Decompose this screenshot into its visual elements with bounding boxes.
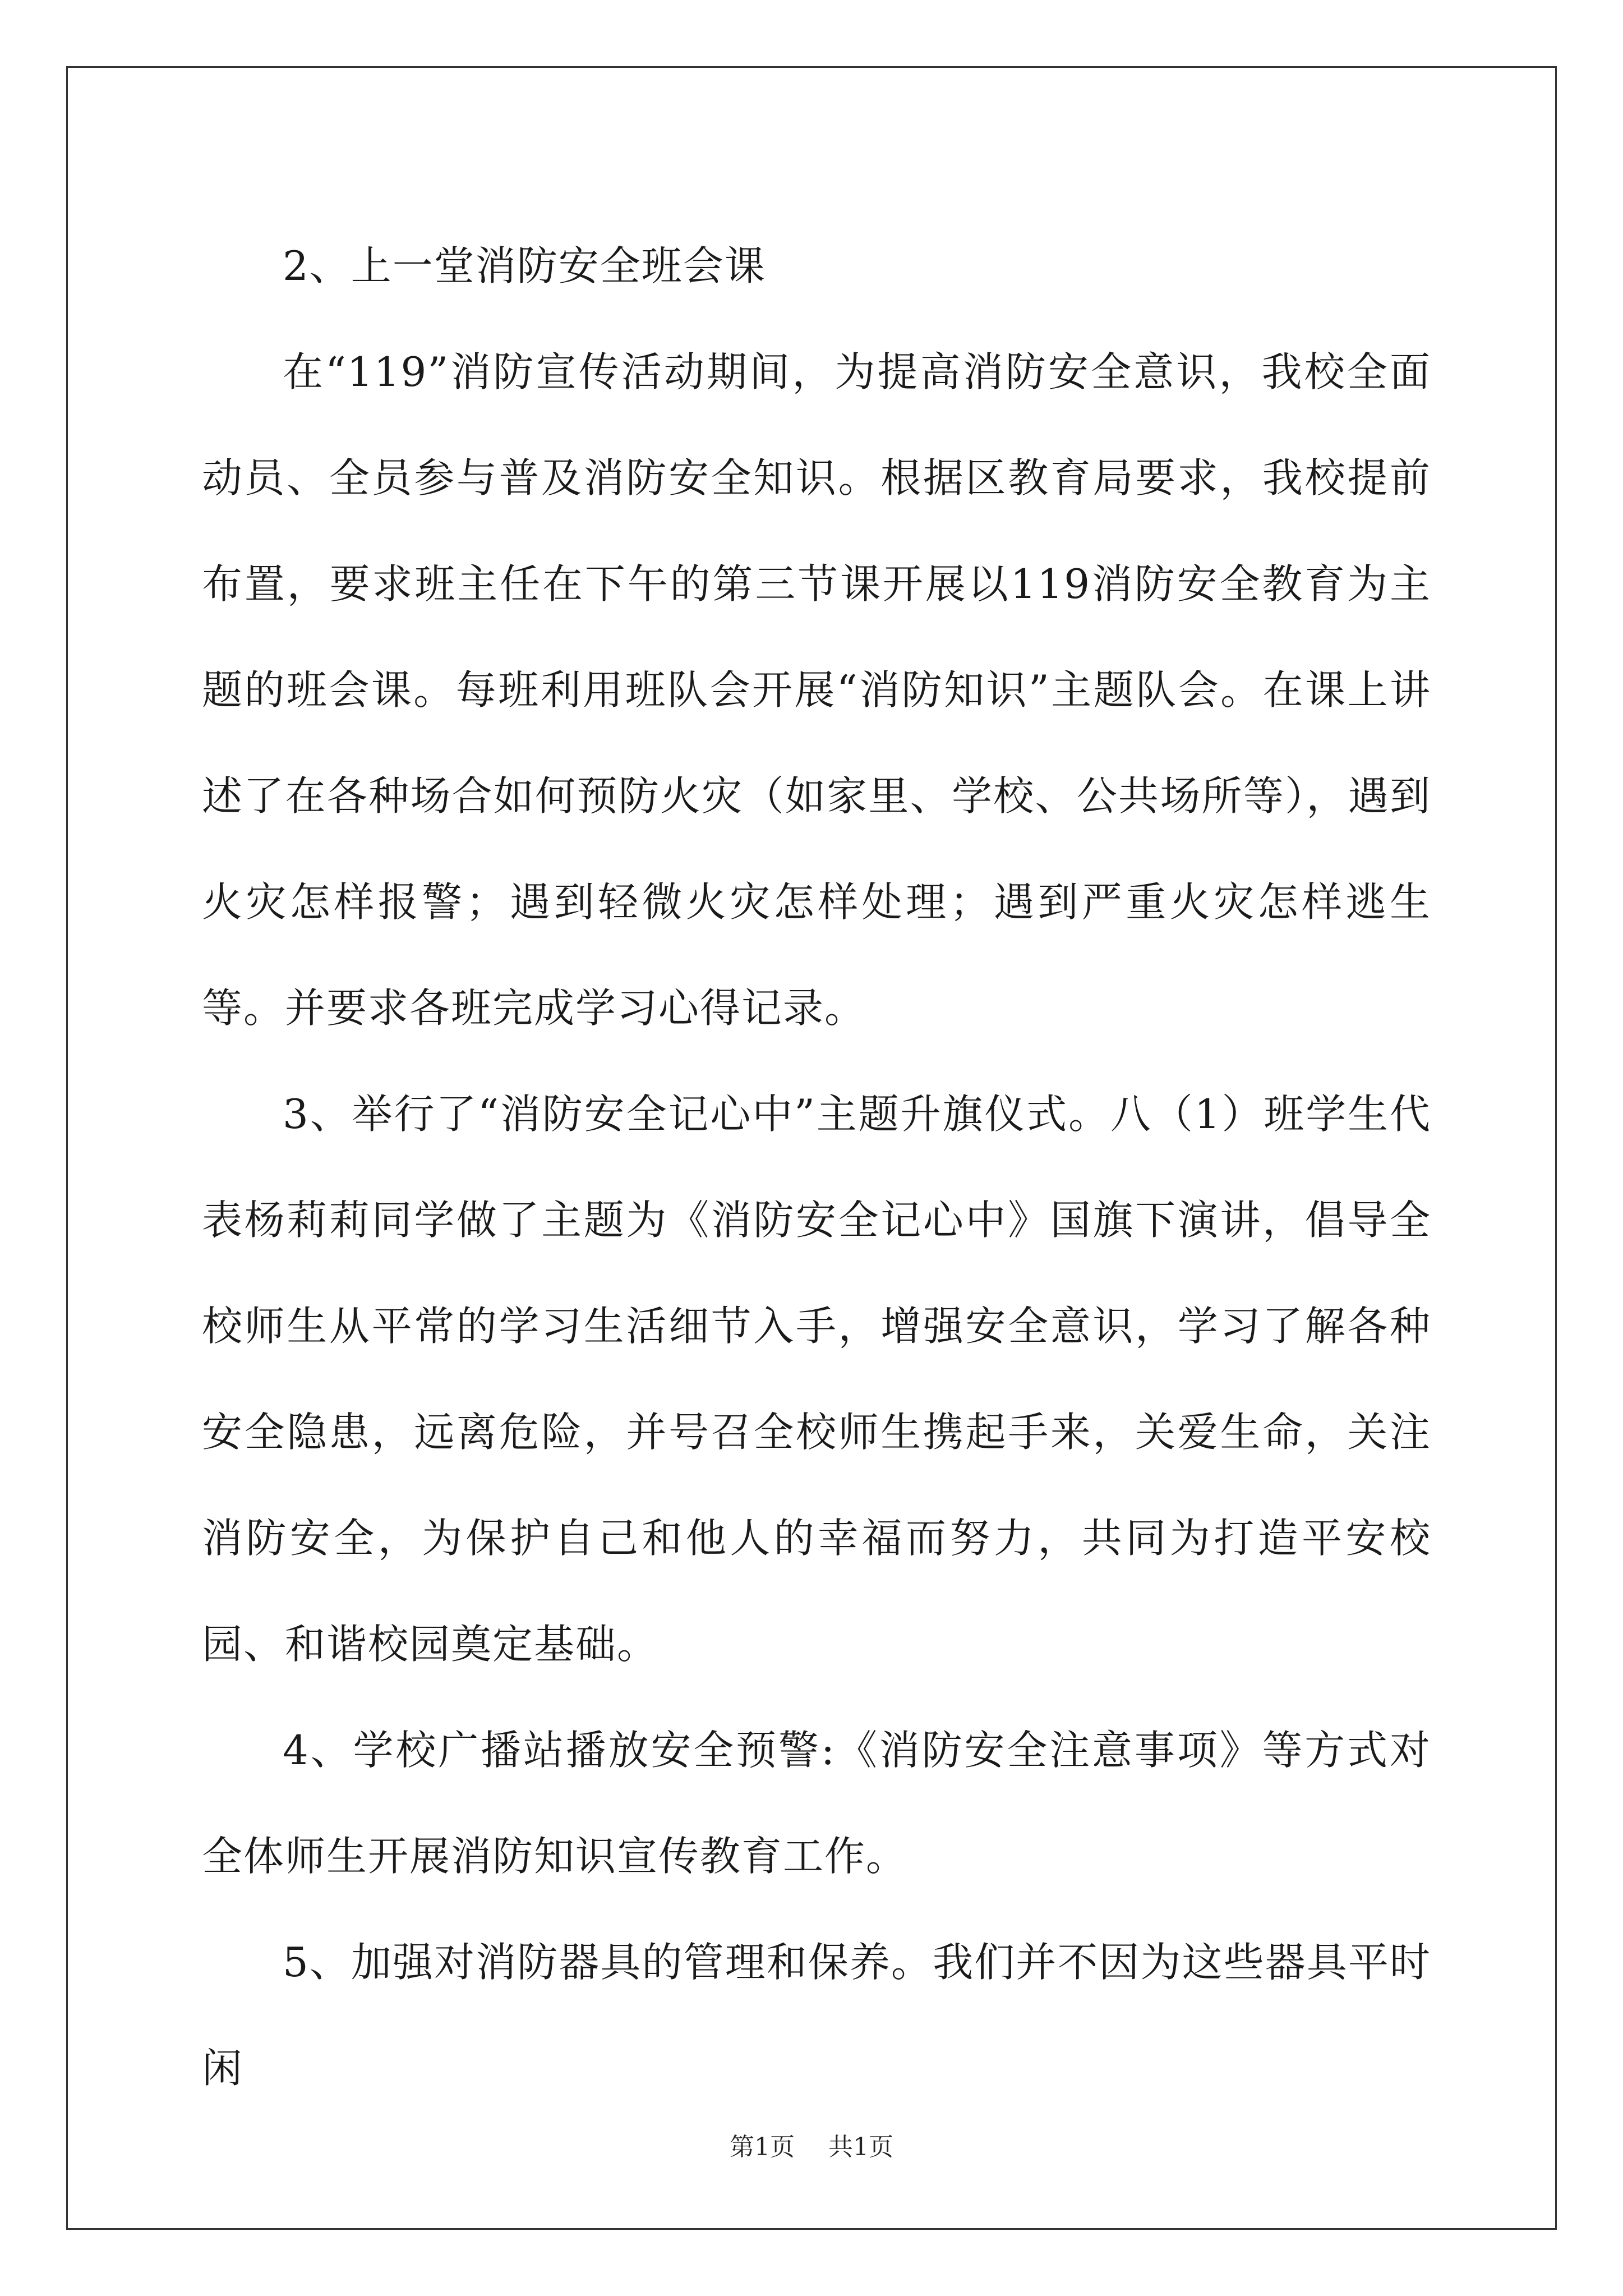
page-number: 第1页 bbox=[730, 2133, 795, 2161]
page-footer bbox=[0, 2131, 1623, 2164]
paragraph-heading-2: 2、上一堂消防安全班会课 bbox=[283, 242, 766, 289]
paragraph-flag-ceremony: 3、举行了“消防安全记心中”主题升旗仪式。八（1）班学生代表杨莉莉同学做了主题为《消防安全记心中》国旗下演讲，倡导全校师生从平常的学习生活细节入手，增强安全意识，学习了解各种安全隐患，远离危险，并号召全校师生携起手来，关爱生命，关注消防安全，为保护自己和他人的幸福而努力，共同为打造平安校园、和谐校园奠定基础。 bbox=[202, 1091, 1431, 1668]
page-total: 共1页 bbox=[828, 2133, 893, 2161]
paragraph-class-meeting: 在“119”消防宣传活动期间，为提高消防安全意识，我校全面动员、全员参与普及消防安全知识。根据区教育局要求，我校提前布置，要求班主任在下午的第三节课开展以119消防安全教育为主题的班会课。每班利用班队会开展“消防知识”主题队会。在课上讲述了在各种场合如何预防火灾（如家里、学校、公共场所等），遇到火灾怎样报警；遇到轻微火灾怎样处理；遇到严重火灾怎样逃生等。并要求各班完成学习心得记录。 bbox=[202, 348, 1431, 1032]
paragraph-broadcast: 4、学校广播站播放安全预警:《消防安全注意事项》等方式对全体师生开展消防知识宣传教育工作。 bbox=[202, 1727, 1431, 1880]
paragraph-equipment: 5、加强对消防器具的管理和保养。我们并不因为这些器具平时闲 bbox=[202, 1939, 1431, 2092]
document-body bbox=[202, 213, 1431, 2122]
